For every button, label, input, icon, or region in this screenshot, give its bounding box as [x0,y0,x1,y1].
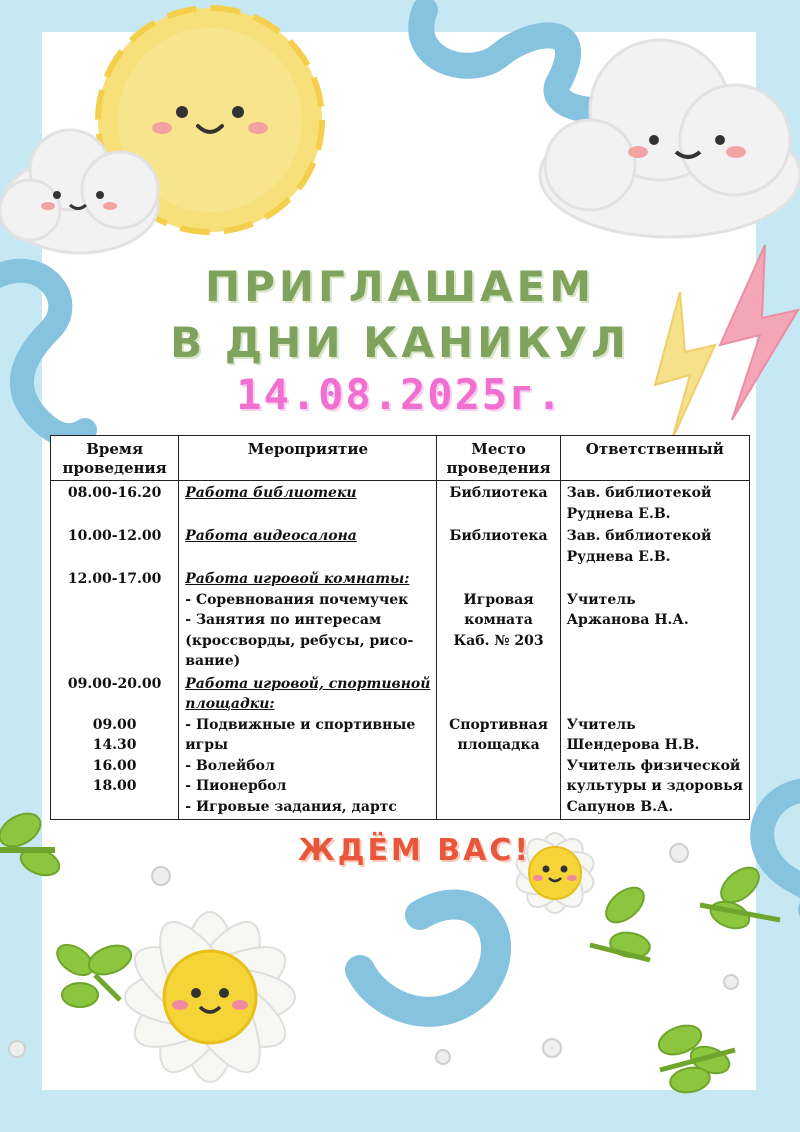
header-place [437,436,560,481]
event-item: - Соревнования почемучек [185,591,409,608]
place-line: площадка [457,737,540,753]
title-line-1: ПРИГЛАШАЕМ [204,262,596,311]
place-line: Спортивная [449,716,549,733]
time-line: 14.30 [92,737,137,753]
sprout-icon-br [655,1020,735,1095]
responsible-line: Учитель физической [566,757,741,774]
header-time-line: проведения [62,459,167,477]
title-line-2: В ДНИ КАНИКУЛ [170,318,630,367]
header-time [51,436,179,481]
responsible-line: Учитель [566,591,636,608]
cell-place [437,672,560,820]
spacer [443,569,553,590]
place-line: Библиотека [449,528,548,544]
place-line: Каб. № 203 [453,632,544,649]
event-title: Работа видеосалона [185,528,357,544]
responsible-line: Зав. библиотекой [566,528,712,544]
responsible-line: Аржанова Н.А. [566,612,689,628]
header-time-line: Время [86,440,144,458]
responsible-line: Сапунов В.А. [566,798,674,815]
header-responsible [560,436,749,481]
responsible-line: Шендерова Н.В. [566,737,700,753]
time-line: 08.00-16.20 [67,485,162,501]
sprout-icon-mid [590,881,652,960]
table-row [51,481,750,525]
cell-place [437,567,560,672]
event-title: Работа игровой комнаты: [185,571,410,587]
spacer [443,694,553,715]
responsible-line: культуры и здоровья [566,778,743,794]
table-row [51,672,750,820]
header-place-line: проведения [446,459,551,477]
daisy-icon-large [121,908,298,1085]
cloud-icon-right [540,40,800,237]
cell-responsible [560,524,749,567]
event-item: - Занятия по интересам [185,612,382,628]
place-line: Игровая [463,591,534,608]
cell-time [51,524,179,567]
cell-time [51,567,179,672]
header-event-line: Мероприятие [247,440,368,458]
event-title: Работа библиотеки [185,485,357,501]
cell-event [179,672,437,820]
responsible-line: Руднева Е.В. [566,548,671,565]
place-line: Библиотека [449,485,548,501]
spacer [443,674,553,695]
table-header-row [51,436,750,481]
cell-place [437,524,560,567]
table-row [51,567,750,672]
spacer [567,694,743,715]
spacer [567,569,743,590]
spacer [57,694,172,715]
cell-event [179,481,437,525]
cell-time [51,672,179,820]
cell-time [51,481,179,525]
event-title: площадки: [185,696,275,712]
time-line: 16.00 [92,757,137,774]
place-line: комната [464,612,533,628]
table-row [51,524,750,567]
header-place-line: Место [471,440,526,458]
responsible-line: Руднева Е.В. [566,505,671,522]
spacer [567,674,743,695]
event-item: игры [185,737,229,753]
time-line: 10.00-12.00 [67,528,162,544]
event-item: - Подвижные и спортивные [185,716,416,733]
cell-event [179,524,437,567]
closing-text: ЖДЁМ ВАС! [298,833,532,868]
cell-responsible [560,672,749,820]
time-line: 09.00-20.00 [67,675,162,692]
event-item: вание) [185,653,241,669]
event-item: (кроссворды, ребусы, рисо- [185,632,414,649]
sprout-icon-bl [52,939,135,1007]
swirl-icon-right [762,790,800,910]
time-line: 09.00 [92,716,137,733]
cell-responsible [560,567,749,672]
schedule-table [50,435,750,820]
event-item: - Волейбол [185,757,275,774]
cell-place [437,481,560,525]
event-item: - Игровые задания, дартс [185,798,397,815]
cell-responsible [560,481,749,525]
responsible-line: Зав. библиотекой [566,485,712,501]
time-line: 12.00-17.00 [67,571,162,587]
header-event [179,436,437,481]
time-line: 18.00 [92,778,137,794]
event-item: - Пионербол [185,778,287,794]
responsible-line: Учитель [566,716,636,733]
header-responsible-line: Ответственный [585,440,724,458]
event-date: 14.08.2025г. [236,370,564,419]
swirl-icon-bottom [360,905,496,1012]
cell-event [179,567,437,672]
event-title: Работа игровой, спортивной [185,675,431,692]
